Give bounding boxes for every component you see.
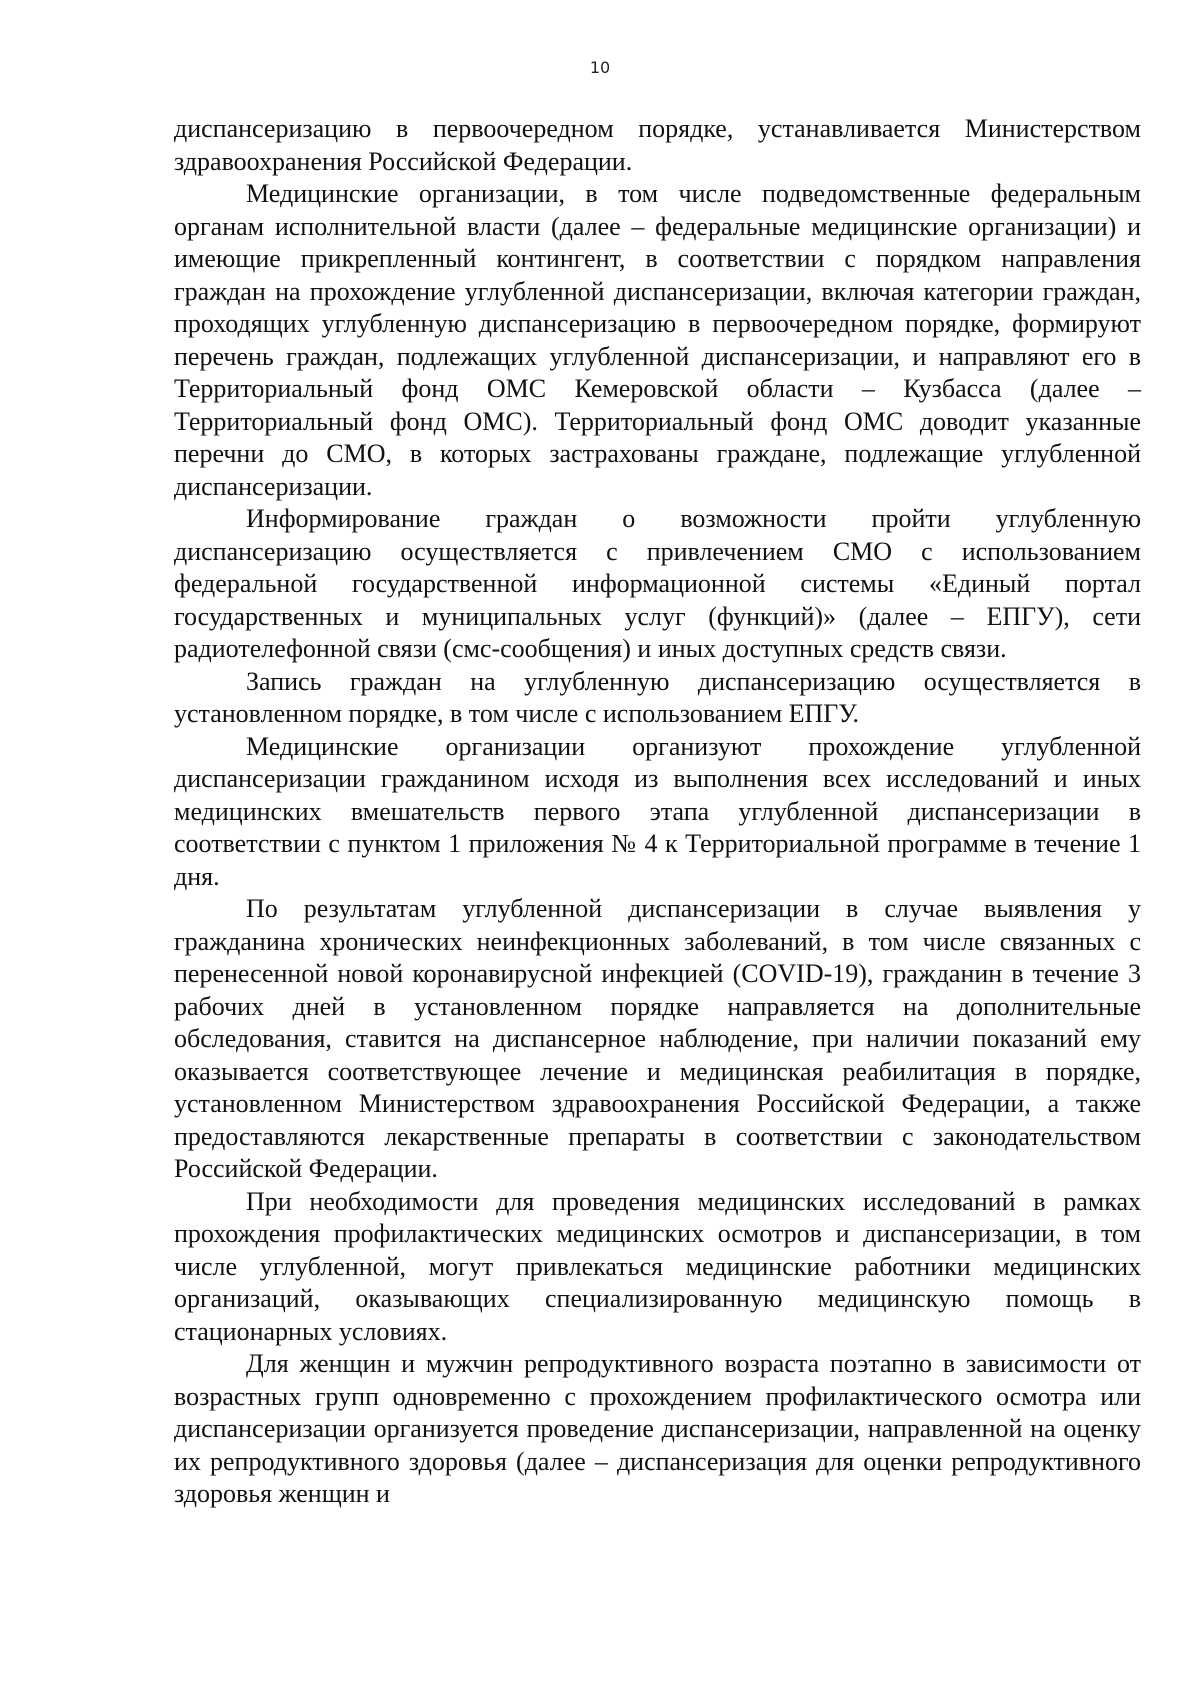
paragraph-results: По результатам углубленной диспансеризации в случае выявления у гражданина хронических неинфекционных заболеваний, в том числе связанных с перенесенной новой коронавирусной инфекцией (COVID-19), гражданин в течение 3 рабочих дней в установленном порядке направляется на дополнительные обследования, ставится на диспансерное наблюдение, при наличии показаний ему оказывается соответствующее лечение и медицинская реабилитация в порядке, установленном Министерством здравоохранения Российской Федерации, а также предоставляются лекарственные препараты в соответствии с законодательством Российской Федерации.	[174, 894, 1141, 1183]
document-body	[174, 113, 1141, 1511]
paragraph-specialists: При необходимости для проведения медицинских исследований в рамках прохождения профилактических медицинских осмотров и диспансеризации, в том числе углубленной, могут привлекаться медицинские работники медицинских организаций, оказывающих специализированную медицинскую помощь в стационарных условиях.	[174, 1186, 1141, 1346]
page-number: 10	[589, 58, 611, 77]
paragraph-registration: Запись граждан на углубленную диспансеризацию осуществляется в установленном порядке, в том числе с использованием ЕПГУ.	[174, 666, 1141, 728]
paragraph-reproductive-health: Для женщин и мужчин репродуктивного возраста поэтапно в зависимости от возрастных групп одновременно с прохождением профилактического осмотра или диспансеризации организуется проведение диспансеризации, направленной на оценку их репродуктивного здоровья (далее – диспансеризация для оценки репродуктивного здоровья женщин и	[174, 1349, 1141, 1508]
paragraph-medical-organizations-list: Медицинские организации, в том числе подведомственные федеральным органам исполнительной власти (далее – федеральные медицинские организации) и имеющие прикрепленный контингент, в соответствии с порядком направления граждан на прохождение углубленной диспансеризации, включая категории граждан, проходящих углубленную диспансеризацию в первоочередном порядке, формируют перечень граждан, подлежащих углубленной диспансеризации, и направляют его в Территориальный фонд ОМС Кемеровской области – Кузбасса (далее – Территориальный фонд ОМС). Территориальный фонд ОМС доводит указанные перечни до СМО, в которых застрахованы граждане, подлежащие углубленной диспансеризации.	[174, 179, 1141, 501]
paragraph-continuation: диспансеризацию в первоочередном порядке, устанавливается Министерством здравоохранения Российской Федерации.	[174, 114, 1141, 176]
paragraph-first-stage: Медицинские организации организуют прохождение углубленной диспансеризации гражданином исходя из выполнения всех исследований и иных медицинских вмешательств первого этапа углубленной диспансеризации в соответствии с пунктом 1 приложения № 4 к Территориальной программе в течение 1 дня.	[174, 731, 1141, 891]
paragraph-informing-citizens: Информирование граждан о возможности пройти углубленную диспансеризацию осуществляется с привлечением СМО с использованием федеральной государственной информационной системы «Единый портал государственных и муниципальных услуг (функций)» (далее – ЕПГУ), сети радиотелефонной связи (смс-сообщения) и иных доступных средств связи.	[174, 504, 1141, 663]
